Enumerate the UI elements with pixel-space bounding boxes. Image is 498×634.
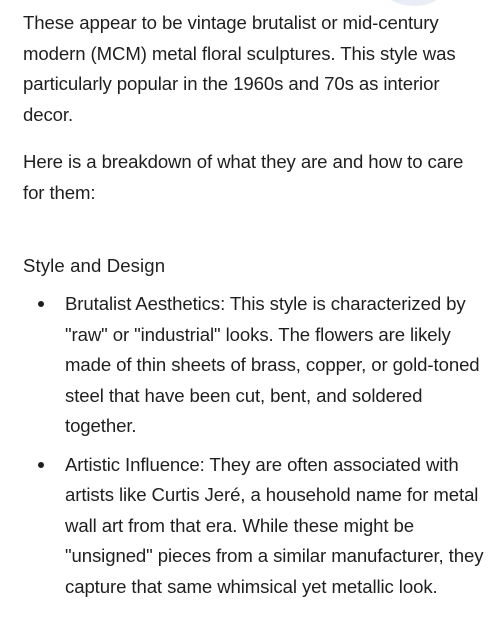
avatar-edge xyxy=(382,0,446,6)
intro-paragraph: These appear to be vintage brutalist or mid-century modern (MCM) metal floral sculptures. This style was particularly popular in the 1960s and 70s as interior decor. xyxy=(23,12,456,125)
bullet-title: Artistic Influence: xyxy=(65,453,205,475)
lead-in-paragraph: Here is a breakdown of what they are and how to care for them: xyxy=(23,151,464,203)
bullet-list xyxy=(23,289,488,602)
bullet-text: They are often associated with artists like Curtis Jeré, a household name for metal wall art from that era. While these might be "unsigned" pieces from a similar manufacturer, they capture that same whimsical yet metallic look. xyxy=(65,453,484,597)
bullet-icon xyxy=(38,462,44,468)
bullet-title: Brutalist Aesthetics: xyxy=(65,293,226,314)
section-heading: Style and Design xyxy=(23,255,166,276)
response-body xyxy=(23,8,488,602)
list-item xyxy=(23,450,488,603)
bullet-text: This style is characterized by "raw" or "industrial" looks. The flowers are likely made of thin sheets of brass, copper, or gold-toned steel that have been cut, bent, and soldered together. xyxy=(65,293,480,436)
bullet-icon xyxy=(38,301,44,307)
list-item xyxy=(23,289,488,442)
